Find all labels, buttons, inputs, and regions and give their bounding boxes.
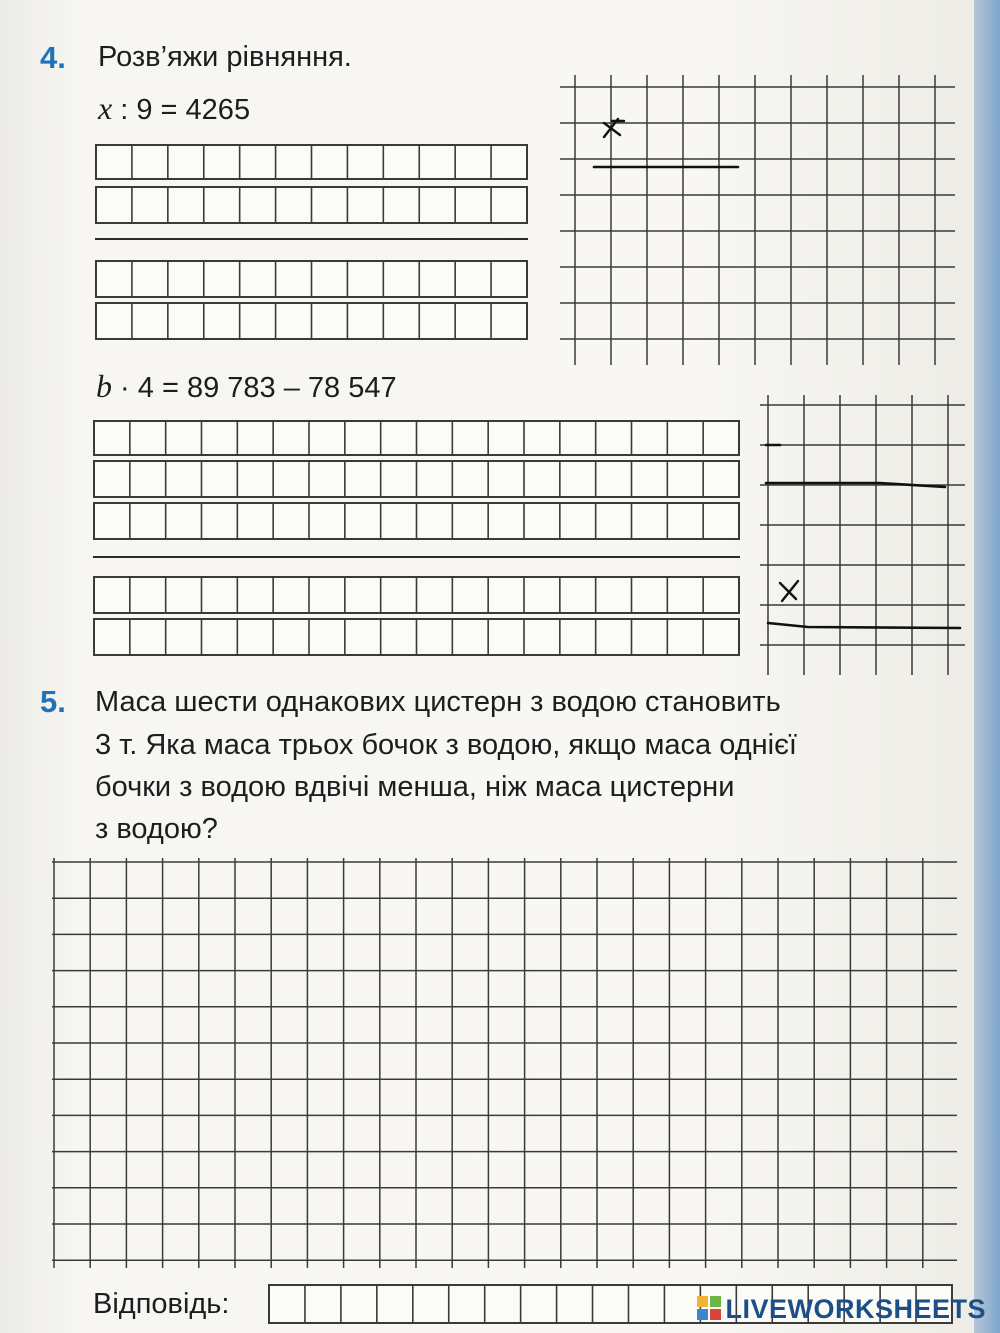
solution-grid: [52, 858, 957, 1268]
liveworksheets-logo-icon: [696, 1295, 722, 1321]
eq2-row-3[interactable]: [93, 502, 740, 540]
handwritten-mark: [780, 581, 798, 601]
task4-number: 4.: [40, 40, 66, 75]
task5-line-4: з водою?: [95, 813, 218, 845]
equation-2: [96, 368, 397, 405]
eq1-row-4[interactable]: [95, 302, 528, 340]
scratch-grid-1: [560, 75, 955, 365]
eq2-row-4[interactable]: [93, 576, 740, 614]
task5-line-1: Маса шести однакових цистерн з водою становить: [95, 686, 781, 718]
task4-title: Розв’яжи рівняння.: [98, 41, 352, 73]
eq2-underline: [93, 556, 740, 558]
equation-1: [98, 90, 250, 127]
task5-line-3: бочки з водою вдвічі менша, ніж маса цистерни: [95, 771, 735, 803]
eq2-row-2[interactable]: [93, 460, 740, 498]
eq2-row-5[interactable]: [93, 618, 740, 656]
handwritten-mark: [604, 119, 624, 137]
brand-watermark: LIVEWORKSHEETS: [725, 1294, 986, 1324]
page-edge: [974, 0, 1000, 1333]
equation-1-text: : 9 = 4265: [112, 94, 251, 126]
eq1-row-1[interactable]: [95, 144, 528, 180]
eq2-row-1[interactable]: [93, 420, 740, 456]
eq1-row-2[interactable]: [95, 186, 528, 224]
equation-2-text: · 4 = 89 783 – 78 547: [112, 372, 397, 404]
task5-number: 5.: [40, 684, 66, 719]
equation-1-variable: x: [98, 90, 113, 126]
handwritten-mark: [768, 623, 960, 628]
equation-2-variable: b: [96, 368, 112, 404]
answer-label: Відповідь:: [93, 1288, 230, 1320]
eq1-underline: [95, 238, 528, 240]
task5-line-2: 3 т. Яка маса трьох бочок з водою, якщо маса однієї: [95, 729, 797, 761]
eq1-row-3[interactable]: [95, 260, 528, 298]
scratch-grid-2: [760, 395, 965, 675]
